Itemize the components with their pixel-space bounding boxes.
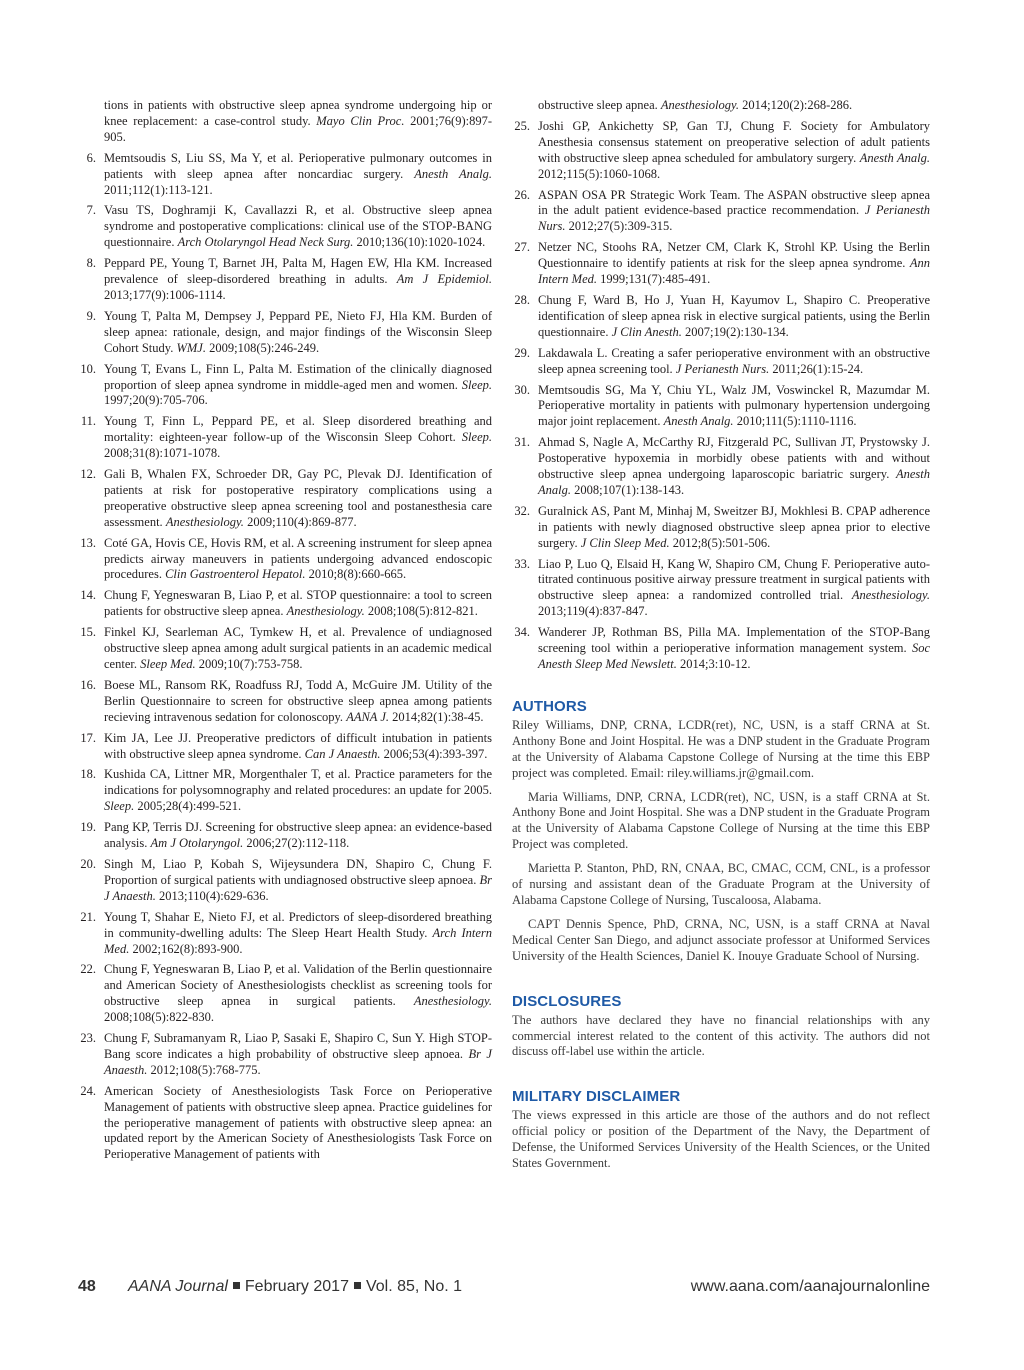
- reference-text: Memtsoudis SG, Ma Y, Chiu YL, Walz JM, Voswinckel R, Mazumdar M. Perioperative mortality in patients with pulmonary hypertension undergoing major joint replacement.: [538, 382, 930, 429]
- reference-journal: Br J Anaesth.: [104, 872, 492, 903]
- reference-list-right: [512, 98, 930, 673]
- reference-item: [512, 119, 930, 183]
- reference-citation: 1999;131(7):485-491.: [597, 272, 711, 287]
- reference-journal: Anesthesiology.: [851, 588, 930, 603]
- reference-journal: Anesth Analg.: [663, 414, 734, 429]
- reference-journal: Ann Intern Med.: [538, 256, 930, 287]
- reference-citation: 2010;111(5):1110-1116.: [733, 414, 857, 429]
- reference-text: Coté GA, Hovis CE, Hovis RM, et al. A screening instrument for sleep apnea predicts airway maneuvers in patients undergoing advanced endoscopic procedures.: [104, 535, 492, 582]
- reference-number: 11.: [80, 414, 96, 429]
- reference-item: [78, 678, 492, 726]
- reference-journal: AANA J.: [346, 709, 390, 724]
- reference-citation: 2005;28(4):499-521.: [134, 799, 242, 814]
- reference-journal: Sleep.: [461, 430, 492, 445]
- reference-citation: 2014;82(1):38-45.: [389, 709, 484, 724]
- reference-text: Memtsoudis S, Liu SS, Ma Y, et al. Perioperative pulmonary outcomes in patients with sleep apnea after noncardiac surgery.: [104, 150, 492, 181]
- separator-square-icon: [233, 1282, 240, 1289]
- reference-journal: Sleep.: [461, 377, 492, 392]
- reference-journal: J Clin Anesth.: [611, 324, 682, 339]
- reference-citation: 2014;120(2):268-286.: [739, 98, 853, 112]
- reference-item: [78, 962, 492, 1026]
- author-bio-3: Marietta P. Stanton, PhD, RN, CNAA, BC, CMAC, CCM, CNL, is a professor of nursing and assistant dean of the Graduate Program at the University of Alabama Capstone College of Nursing, Tuscaloosa, Alabama.: [512, 861, 930, 907]
- reference-citation: 2011;26(1):15-24.: [769, 361, 864, 376]
- reference-citation: 2012;115(5):1060-1068.: [538, 166, 661, 181]
- reference-number: 18.: [80, 767, 96, 782]
- reference-text: Singh M, Liao P, Kobah S, Wijeysundera DN, Shapiro C, Chung F. Proportion of surgical patients with undiagnosed obstructive sleep apnoea.: [104, 856, 492, 887]
- reference-citation: 2012;8(5):501-506.: [669, 535, 771, 550]
- reference-citation: 2013;177(9):1006-1114.: [104, 287, 226, 302]
- reference-citation: 2002;162(8):893-900.: [129, 941, 243, 956]
- reference-item: [78, 1031, 492, 1079]
- reference-text: Chung F, Subramanyam R, Liao P, Sasaki E, Shapiro C, Sun Y. High STOP-Bang score indicates a high probability of obstructive sleep apnoea.: [104, 1031, 492, 1061]
- reference-item: [512, 98, 930, 114]
- disclosures-text: The authors have declared they have no financial relationships with any commercial interest related to the content of this activity. The authors did not discuss off-label use within the article.: [512, 1012, 930, 1059]
- reference-item: [512, 435, 930, 499]
- page-footer: [78, 1278, 930, 1298]
- reference-journal: Anesth Analg.: [859, 150, 931, 165]
- reference-citation: 2012;27(5):309-315.: [565, 219, 673, 234]
- reference-text: Gali B, Whalen FX, Schroeder DR, Gay PC, Plevak DJ. Identification of patients at risk for postoperative respiratory complications using a preoperative obstructive sleep apnea screening tool and postanesthesia care assessment.: [104, 467, 492, 529]
- reference-citation: 2009;10(7):753-758.: [195, 657, 303, 671]
- reference-item: [78, 731, 492, 763]
- reference-journal: Soc Anesth Sleep Med Newslett.: [538, 641, 930, 671]
- reference-item: [78, 910, 492, 958]
- reference-item: [78, 1084, 492, 1164]
- reference-item: [78, 256, 492, 304]
- reference-text: American Society of Anesthesiologists Task Force on Perioperative Management of patients with obstructive sleep apnea. Practice guidelines for the perioperative management of patients with obstructive sleep apnea: an updated report by the American Society of Anesthesiologists Task Force on Perioperative Management of patients with: [104, 1083, 492, 1162]
- reference-text: Netzer NC, Stoohs RA, Netzer CM, Clark K, Strohl KP. Using the Berlin Questionnaire to identify patients at risk for the sleep apnea syndrome.: [538, 240, 930, 271]
- reference-item: [512, 293, 930, 341]
- reference-journal: Anesth Analg.: [414, 166, 492, 181]
- reference-journal: J Perianesth Nurs.: [675, 361, 770, 376]
- reference-text: Young T, Shahar E, Nieto FJ, et al. Predictors of sleep-disordered breathing in community-dwelling adults: The Sleep Heart Health Study.: [104, 909, 492, 940]
- reference-number: 25.: [514, 118, 530, 133]
- reference-text: ASPAN OSA PR Strategic Work Team. The ASPAN obstructive sleep apnea in the adult patient evidence-based practice recommendation.: [538, 187, 930, 218]
- reference-item: [512, 240, 930, 288]
- reference-journal: WMJ.: [176, 340, 206, 355]
- reference-citation: 2006;27(2):112-118.: [243, 836, 350, 851]
- volume-number: Vol. 85, No. 1: [365, 1278, 463, 1295]
- reference-item: [512, 557, 930, 621]
- reference-item: [78, 98, 492, 146]
- reference-citation: 2008;107(1):138-143.: [570, 482, 685, 497]
- reference-journal: Anesthesiology.: [165, 514, 244, 529]
- reference-text: tions in patients with obstructive sleep apnea syndrome undergoing hip or knee replacement: a case-control study.: [104, 98, 492, 128]
- reference-text: Young T, Evans L, Finn L, Palta M. Estimation of the clinically diagnosed proportion of sleep apnea syndrome in middle-aged men and women.: [104, 361, 492, 392]
- reference-number: 31.: [514, 435, 530, 450]
- page-number: 48: [78, 1278, 96, 1295]
- reference-number: 19.: [80, 820, 96, 835]
- reference-number: 13.: [80, 535, 96, 550]
- reference-text: Kushida CA, Littner MR, Morgenthaler T, et al. Practice parameters for the indications for polysomnography and related procedures: an update for 2005.: [104, 767, 492, 798]
- reference-number: 24.: [80, 1083, 96, 1098]
- reference-number: 34.: [514, 625, 530, 640]
- reference-item: [512, 346, 930, 378]
- reference-number: 32.: [514, 503, 530, 518]
- reference-number: 29.: [514, 345, 530, 360]
- reference-citation: 2014;3:10-12.: [676, 657, 751, 671]
- reference-text: Young T, Finn L, Peppard PE, et al. Sleep disordered breathing and mortality: eighteen-year follow-up of the Wisconsin Sleep Cohort.: [104, 414, 492, 445]
- reference-citation: 2009;108(5):246-249.: [205, 340, 320, 355]
- reference-text: Chung F, Yegneswaran B, Liao P, et al. Validation of the Berlin questionnaire and American Society of Anesthesiologists checklist as screening tools for obstructive sleep apnea in surgical patients.: [104, 962, 492, 1009]
- reference-item: [512, 188, 930, 236]
- reference-item: [78, 467, 492, 531]
- reference-number: 15.: [80, 625, 96, 640]
- reference-number: 28.: [514, 292, 530, 307]
- reference-text: Chung F, Yegneswaran B, Liao P, et al. STOP questionnaire: a tool to screen patients for obstructive sleep apnea.: [104, 588, 492, 619]
- reference-text: Peppard PE, Young T, Barnet JH, Palta M, Hagen EW, Hla KM. Increased prevalence of sleep-disordered breathing in adults.: [104, 256, 492, 287]
- reference-item: [78, 857, 492, 905]
- reference-text: Lakdawala L. Creating a safer perioperative environment with an obstructive sleep apnea screening tool.: [538, 345, 930, 376]
- reference-number: 9.: [86, 308, 96, 323]
- reference-text: Finkel KJ, Searleman AC, Tymkew H, et al. Prevalence of undiagnosed obstructive sleep apnea among adult surgical patients in an academic medical center.: [104, 625, 492, 671]
- reference-item: [78, 536, 492, 584]
- reference-text: Wanderer JP, Rothman BS, Pilla MA. Implementation of the STOP-Bang screening tool within a perioperative information management system.: [538, 625, 930, 656]
- reference-journal: Sleep.: [104, 799, 135, 814]
- reference-citation: 2013;110(4):629-636.: [155, 888, 269, 903]
- reference-citation: 1997;20(9):705-706.: [104, 393, 208, 408]
- reference-journal: Anesthesiology.: [413, 994, 492, 1009]
- reference-item: [78, 588, 492, 620]
- reference-number: 10.: [80, 361, 96, 376]
- reference-item: [78, 309, 492, 357]
- left-column: [78, 98, 492, 1168]
- author-bio-1: Riley Williams, DNP, CRNA, LCDR(ret), NC, USN, is a staff CRNA at St. Anthony Bone and Joint Hospital. He was a DNP student in the Graduate Program at the University of Alabama Capstone College of Nursing at the time this EBP project was completed. Email: riley.williams.jr@gmail.com.: [512, 717, 930, 780]
- reference-journal: Am J Epidemiol.: [396, 272, 492, 287]
- reference-citation: 2013;119(4):837-847.: [538, 604, 648, 619]
- reference-citation: 2008;108(5):812-821.: [364, 604, 478, 619]
- reference-item: [512, 625, 930, 673]
- reference-number: 26.: [514, 187, 530, 202]
- reference-citation: 2007;19(2):130-134.: [681, 324, 789, 339]
- reference-text: Vasu TS, Doghramji K, Cavallazzi R, et al. Obstructive sleep apnea syndrome and postoperative complications: clinical use of the STOP-BANG questionnaire.: [104, 203, 492, 250]
- reference-citation: 2001;76(9):897-905.: [104, 113, 493, 144]
- military-disclaimer-heading: MILITARY DISCLAIMER: [512, 1088, 681, 1106]
- reference-number: 22.: [80, 962, 96, 977]
- reference-journal: Arch Intern Med.: [104, 925, 492, 956]
- reference-journal: Anesth Analg.: [538, 467, 930, 497]
- reference-journal: Sleep Med.: [140, 657, 196, 671]
- journal-issue-line: [128, 1278, 462, 1296]
- reference-text: Kim JA, Lee JJ. Preoperative predictors of difficult intubation in patients with obstructive sleep apnea syndrome.: [104, 730, 492, 761]
- reference-text: Joshi GP, Ankichetty SP, Gan TJ, Chung F. Society for Ambulatory Anesthesia consensus statement on preoperative selection of adult patients with obstructive sleep apnea scheduled for ambulatory surgery.: [538, 118, 930, 165]
- journal-name: AANA Journal: [128, 1278, 228, 1295]
- reference-item: [78, 820, 492, 852]
- reference-number: 6.: [86, 150, 96, 165]
- reference-item: [78, 151, 492, 199]
- reference-citation: 2008;108(5):822-830.: [104, 1010, 215, 1025]
- author-bio-2: Maria Williams, DNP, CRNA, LCDR(ret), NC, USN, is a staff CRNA at St. Anthony Bone and Joint Hospital. She was a DNP student in the Graduate Program at the University of Alabama Capstone College of Nursing at the time this EBP Project was completed.: [512, 789, 930, 852]
- reference-item: [78, 767, 492, 815]
- reference-journal: J Clin Sleep Med.: [580, 535, 670, 550]
- reference-citation: 2008;31(8):1071-1078.: [104, 446, 221, 461]
- reference-item: [78, 625, 492, 673]
- separator-square-icon: [354, 1282, 361, 1289]
- reference-citation: 2006;53(4):393-397.: [380, 746, 488, 761]
- reference-text: Pang KP, Terris DJ. Screening for obstructive sleep apnea: an evidence-based analysis.: [104, 820, 492, 851]
- reference-number: 8.: [86, 256, 96, 271]
- authors-heading: AUTHORS: [512, 697, 587, 715]
- reference-citation: 2009;110(4):869-877.: [243, 514, 357, 529]
- reference-text: Boese ML, Ransom RK, Roadfuss RJ, Todd A, McGuire JM. Utility of the Berlin Questionnaire to screen for obstructive sleep apnea among patients recieving intravenous sedation for colonoscopy.: [104, 677, 492, 724]
- reference-number: 27.: [514, 240, 530, 255]
- reference-journal: Br J Anaesth.: [104, 1046, 492, 1077]
- reference-number: 23.: [80, 1031, 96, 1046]
- reference-item: [78, 414, 492, 462]
- reference-journal: Clin Gastroenterol Hepatol.: [165, 567, 306, 582]
- reference-number: 7.: [86, 203, 96, 218]
- reference-journal: Can J Anaesth.: [304, 746, 381, 761]
- reference-citation: 2010;136(10):1020-1024.: [353, 235, 486, 250]
- reference-number: 30.: [514, 382, 530, 397]
- reference-journal: Am J Otolaryngol.: [150, 836, 244, 851]
- reference-text: Guralnick AS, Pant M, Minhaj M, Sweitzer BJ, Mokhlesi B. CPAP adherence in patients with newly diagnosed obstructive sleep apnea prior to elective surgery.: [538, 503, 930, 550]
- reference-item: [78, 362, 492, 410]
- reference-number: 12.: [80, 467, 96, 482]
- right-column: [512, 98, 930, 1180]
- reference-number: 21.: [80, 909, 96, 924]
- reference-list-left: [78, 98, 492, 1163]
- reference-number: 17.: [80, 730, 96, 745]
- disclosures-heading: DISCLOSURES: [512, 992, 622, 1010]
- journal-url[interactable]: www.aana.com/aanajournalonline: [690, 1278, 930, 1295]
- reference-journal: Arch Otolaryngol Head Neck Surg.: [177, 235, 354, 250]
- reference-item: [512, 504, 930, 552]
- reference-text: Young T, Palta M, Dempsey J, Peppard PE, Nieto FJ, Hla KM. Burden of sleep apnea: rationale, design, and major findings of the Wisconsin Sleep Cohort Study.: [104, 308, 492, 355]
- reference-text: Ahmad S, Nagle A, McCarthy RJ, Fitzgerald PC, Sullivan JT, Prystowsky J. Postoperative hypoxemia in morbidly obese patients with and without obstructive sleep apnea undergoing laparoscopic bariatric surgery.: [538, 435, 930, 482]
- reference-journal: J Perianesth Nurs.: [538, 203, 930, 234]
- issue-date: February 2017: [244, 1278, 349, 1295]
- reference-citation: 2010;8(8):660-665.: [305, 567, 407, 582]
- reference-number: 33.: [514, 556, 530, 571]
- reference-text: Chung F, Ward B, Ho J, Yuan H, Kayumov L, Shapiro C. Preoperative identification of sleep apnea risk in elective surgical patients, using the Berlin questionnaire.: [538, 292, 930, 339]
- reference-citation: 2011;112(1):113-121.: [104, 182, 213, 197]
- reference-text: Liao P, Luo Q, Elsaid H, Kang W, Shapiro CM, Chung F. Perioperative auto-titrated continuous positive airway pressure treatment in surgical patients with obstructive sleep apnea: a randomized controlled trial.: [538, 556, 930, 603]
- reference-number: 20.: [80, 856, 96, 871]
- reference-number: 16.: [80, 677, 96, 692]
- reference-number: 14.: [80, 588, 96, 603]
- reference-journal: Mayo Clin Proc.: [316, 113, 405, 128]
- reference-journal: Anesthesiology.: [660, 98, 739, 112]
- reference-journal: Anesthesiology.: [286, 604, 365, 619]
- reference-text: obstructive sleep apnea.: [538, 98, 661, 112]
- reference-item: [78, 203, 492, 251]
- reference-item: [512, 383, 930, 431]
- reference-citation: 2012;108(5):768-775.: [147, 1062, 261, 1077]
- military-disclaimer-text: The views expressed in this article are those of the authors and do not reflect official policy or position of the Department of the Navy, the Department of Defense, the Uniformed Services University of the Health Sciences, or the United States Government.: [512, 1108, 930, 1171]
- author-bio-4: CAPT Dennis Spence, PhD, CRNA, NC, USN, is a staff CRNA at Naval Medical Center San Diego, and adjunct associate professor at Uniformed Services University of the Health Sciences, Daniel K. Inouye Graduate School of Nursing.: [512, 916, 930, 963]
